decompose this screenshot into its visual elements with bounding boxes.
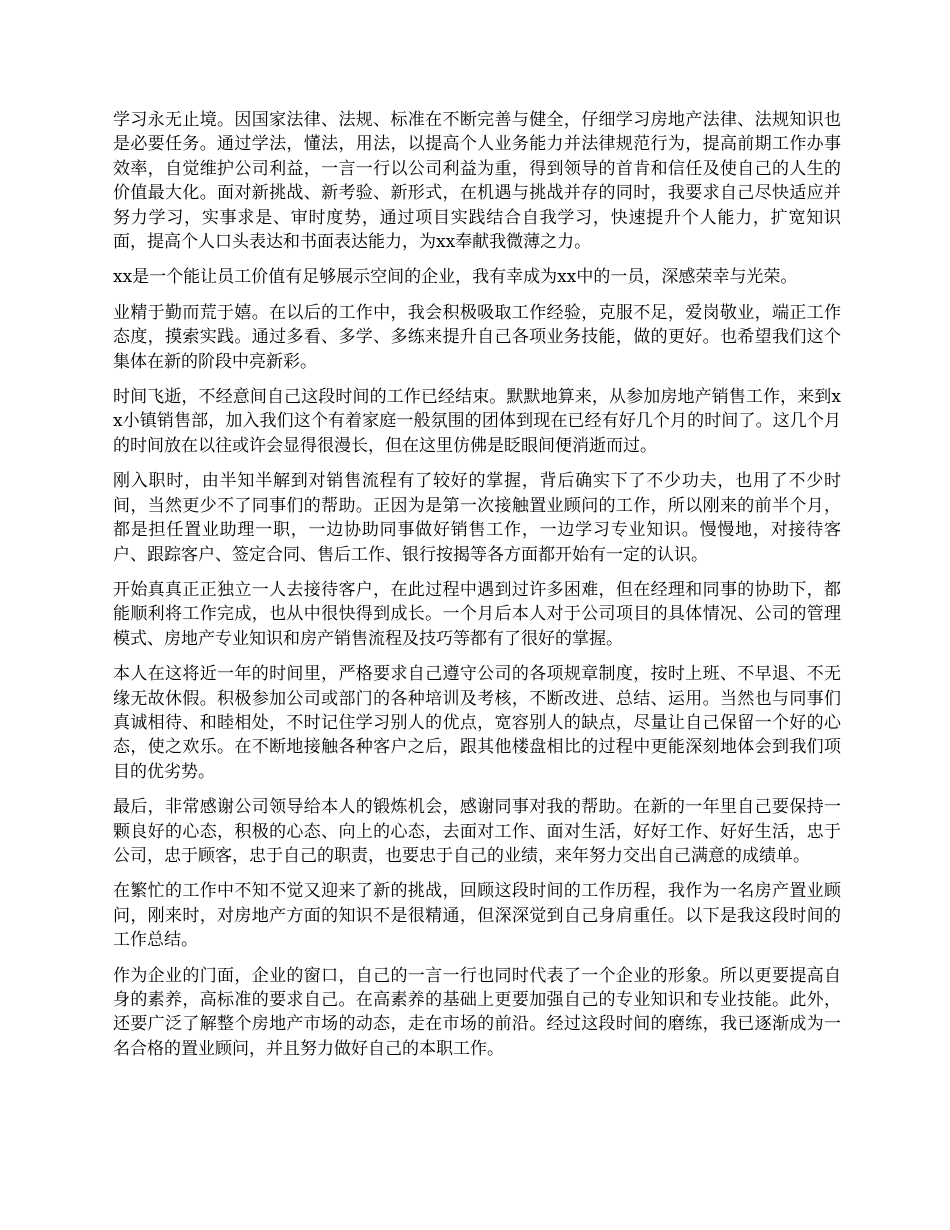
paragraph-4: 时间飞逝，不经意间自己这段时间的工作已经结束。默默地算来，从参加房地产销售工作，来到xx小镇销售部，加入我们这个有着家庭一般氛围的团体到现在已经有好几个月的时间了。这几个月的时间放在以往或许会显得很漫长，但在这里仿佛是眨眼间便消逝而过。 — [113, 387, 841, 456]
document-body — [113, 108, 841, 1072]
paragraph-9: 在繁忙的工作中不知不觉又迎来了新的挑战，回顾这段时间的工作历程，我作为一名房产置业顾问，刚来时，对房地产方面的知识不是很精通，但深深觉到自己身肩重任。以下是我这段时间的工作总结。 — [113, 881, 841, 951]
paragraph-3: 业精于勤而荒于嬉。在以后的工作中，我会积极吸取工作经验，克服不足，爱岗敬业，端正工作态度，摸索实践。通过多看、多学、多练来提升自己各项业务技能，做的更好。也希望我们这个集体在新的阶段中亮新彩。 — [113, 302, 841, 372]
paragraph-2: xx是一个能让员工价值有足够展示空间的企业，我有幸成为xx中的一员，深感荣幸与光荣。 — [113, 267, 798, 288]
paragraph-1: 学习永无止境。因国家法律、法规、标准在不断完善与健全，仔细学习房地产法律、法规知识也是必要任务。通过学法，懂法，用法，以提高个人业务能力并法律规范行为，提高前期工作办事效率，自觉维护公司利益，一言一行以公司利益为重，得到领导的首肯和信任及使自己的人生的价值最大化。面对新挑战、新考验、新形式，在机遇与挑战并存的同时，我要求自己尽快适应并努力学习，实事求是、审时度势，通过项目实践结合自我学习，快速提升个人能力，扩宽知识面，提高个人口头表达和书面表达能力，为xx奉献我微薄之力。 — [113, 110, 841, 253]
paragraph-6: 开始真真正正独立一人去接待客户，在此过程中遇到过许多困难，但在经理和同事的协助下，都能顺利将工作完成，也从中很快得到成长。一个月后本人对于公司项目的具体情况、公司的管理模式、房地产专业知识和房产销售流程及技巧等都有了很好的掌握。 — [113, 579, 841, 649]
paragraph-7: 本人在这将近一年的时间里，严格要求自己遵守公司的各项规章制度，按时上班、不早退、不无缘无故休假。积极参加公司或部门的各种培训及考核，不断改进、总结、运用。当然也与同事们真诚相待、和睦相处，不时记住学习别人的优点，宽容别人的缺点，尽量让自己保留一个好的心态，使之欢乐。在不断地接触各种客户之后，跟其他楼盘相比的过程中更能深刻地体会到我们项目的优劣势。 — [113, 664, 841, 782]
paragraph-5: 刚入职时，由半知半解到对销售流程有了较好的掌握，背后确实下了不少功夫，也用了不少时间，当然更少不了同事们的帮助。正因为是第一次接触置业顾问的工作，所以刚来的前半个月，都是担任置业助理一职，一边协助同事做好销售工作，一边学习专业知识。慢慢地，对接待客户、跟踪客户、签定合同、售后工作、银行按揭等各方面都开始有一定的认识。 — [113, 471, 841, 565]
paragraph-10: 作为企业的门面，企业的窗口，自己的一言一行也同时代表了一个企业的形象。所以更要提高自身的素养，高标准的要求自己。在高素养的基础上更要加强自己的专业知识和专业技能。此外，还要广泛了解整个房地产市场的动态，走在市场的前沿。经过这段时间的磨练，我已逐渐成为一名合格的置业顾问，并且努力做好自己的本职工作。 — [113, 965, 841, 1059]
paragraph-8: 最后，非常感谢公司领导给本人的锻炼机会，感谢同事对我的帮助。在新的一年里自己要保持一颗良好的心态，积极的心态、向上的心态，去面对工作、面对生活，好好工作、好好生活，忠于公司，忠于顾客，忠于自己的职责，也要忠于自己的业绩，来年努力交出自己满意的成绩单。 — [113, 797, 841, 866]
